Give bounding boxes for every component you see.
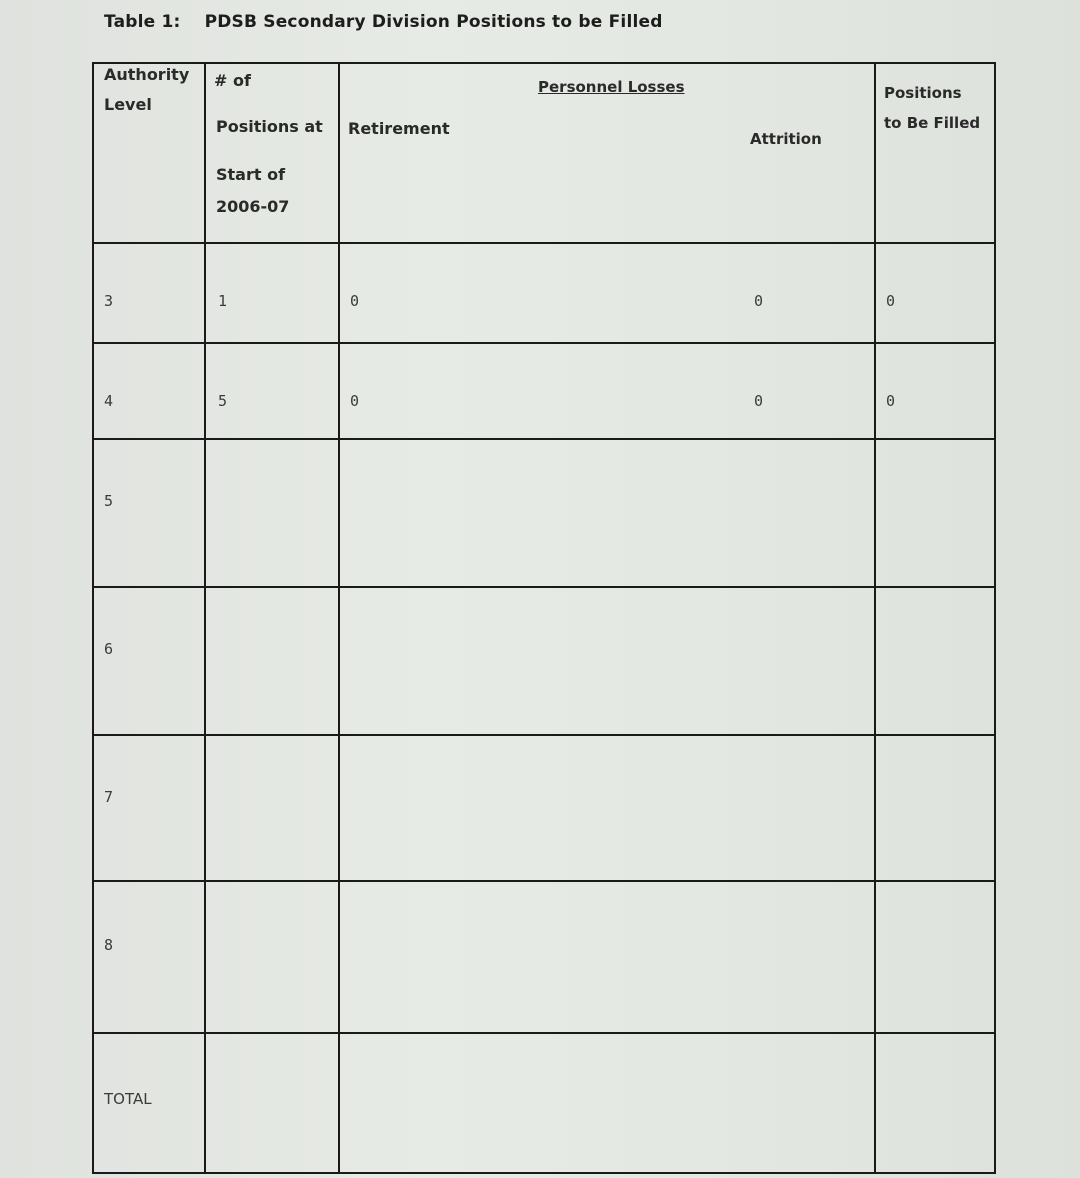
cell-losses [339,735,875,881]
cell-attrition: 0 [754,392,764,410]
header-fill-line1: Positions [884,84,962,102]
table-row [93,881,995,1033]
cell-losses [339,343,875,439]
cell-level: 8 [93,881,205,1033]
cell-positions [205,587,339,735]
header-fill-line2: to Be Filled [884,114,981,132]
header-num-line4: 2006-07 [216,197,290,216]
cell-losses [339,243,875,343]
table-row [93,343,995,439]
cell-total-positions [205,1033,339,1173]
cell-level: 5 [93,439,205,587]
table-row [93,439,995,587]
header-authority-line2: Level [104,95,152,114]
cell-to-fill: 0 [875,243,995,343]
header-authority-level [93,63,205,243]
header-positions-to-fill [875,63,995,243]
table-row [93,243,995,343]
header-authority-line1: Authority [104,65,190,84]
cell-to-fill [875,439,995,587]
cell-positions [205,881,339,1033]
cell-positions: 1 [205,243,339,343]
cell-to-fill [875,587,995,735]
cell-level: 6 [93,587,205,735]
cell-losses [339,439,875,587]
cell-retirement: 0 [350,392,360,410]
header-row [93,63,995,243]
header-attrition: Attrition [750,130,822,148]
cell-losses [339,587,875,735]
table-title [104,12,663,32]
table-row [93,735,995,881]
table-label: Table 1: [104,12,181,32]
cell-to-fill: 0 [875,343,995,439]
table-caption: PDSB Secondary Division Positions to be Filled [204,12,663,32]
cell-positions: 5 [205,343,339,439]
cell-level: 7 [93,735,205,881]
header-retirement: Retirement [348,119,450,138]
positions-table [92,62,996,1174]
cell-total-to-fill [875,1033,995,1173]
cell-to-fill [875,881,995,1033]
header-num-line3: Start of [216,165,286,184]
cell-total-losses [339,1033,875,1173]
cell-attrition: 0 [754,292,764,310]
cell-level: 3 [93,243,205,343]
header-num-line1: # of [214,71,251,90]
total-row [93,1033,995,1173]
cell-to-fill [875,735,995,881]
cell-losses [339,881,875,1033]
header-losses-title: Personnel Losses [538,78,685,96]
header-num-line2: Positions at [216,117,323,136]
cell-positions [205,735,339,881]
cell-positions [205,439,339,587]
header-personnel-losses [339,63,875,243]
cell-total-label: TOTAL [93,1033,205,1173]
table-row [93,587,995,735]
cell-retirement: 0 [350,292,360,310]
header-positions-start [205,63,339,243]
cell-level: 4 [93,343,205,439]
